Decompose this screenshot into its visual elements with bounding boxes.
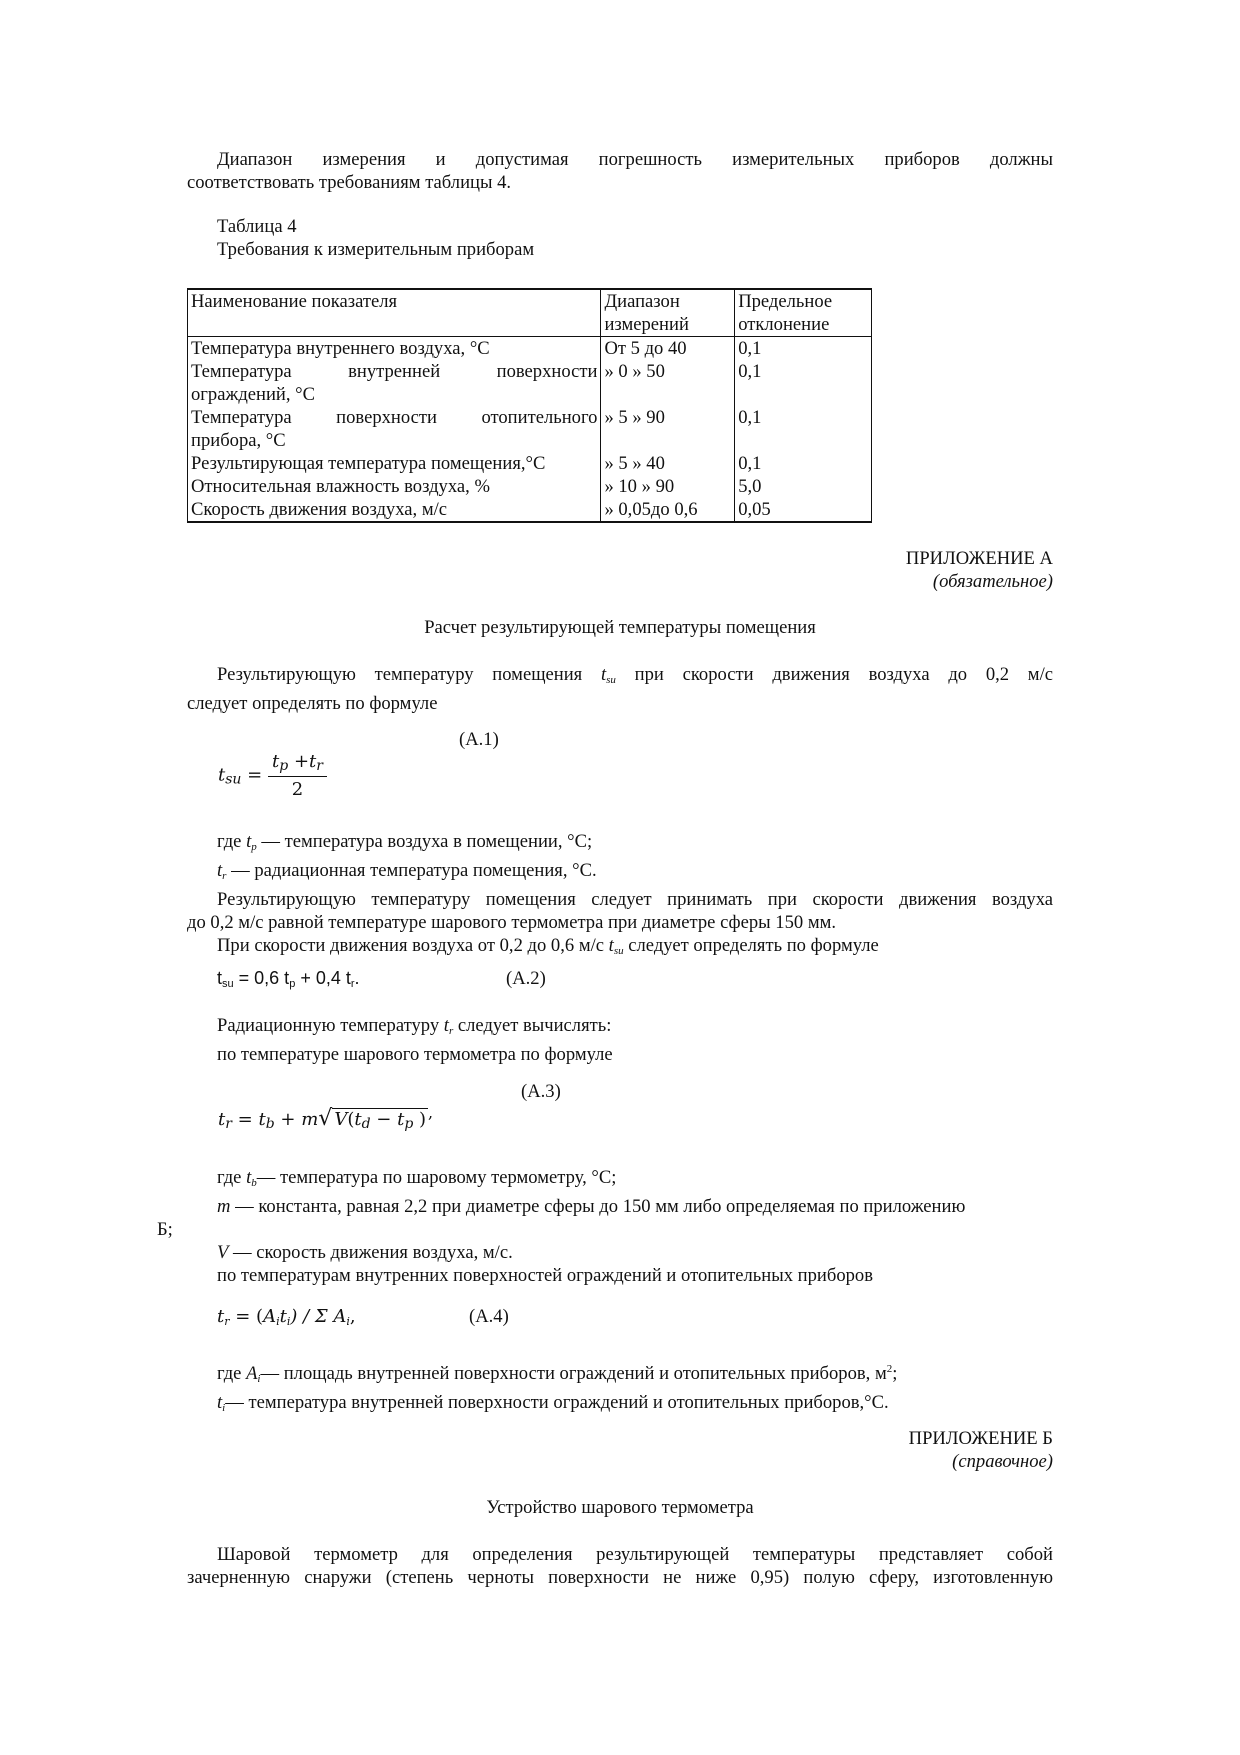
appendix-a-title-text: Расчет результирующей температуры помещения (424, 617, 816, 638)
appendix-a-definitions-1 (187, 830, 1053, 963)
table-number: Таблица 4 (217, 216, 297, 237)
appendix-a-label: ПРИЛОЖЕНИЕ А (905, 548, 1053, 569)
table-row (188, 452, 872, 475)
cell-name: Результирующая температура помещения,°С (188, 452, 601, 475)
appendix-b-line2: зачерненную снаружи (степень черноты поверхности не ниже 0,95) полую сферу, изготовленную (187, 1567, 1053, 1588)
para4: Радиационную температуру $t_r$ следует вычислять: (217, 1015, 612, 1037)
def-ti: $t_i—$ температура внутренней поверхности ограждений и отопительных приборов,°С. (217, 1392, 889, 1415)
header-range: Диапазон измерений (601, 289, 735, 337)
formula-a1: $t_{su}$ = $\frac{t_p +t_r}{2}$ (218, 751, 327, 800)
cell-range: » 5 » 40 (601, 452, 735, 475)
appendix-a-definitions-3 (187, 1358, 1053, 1420)
appendix-b-title-text: Устройство шарового термометра (486, 1497, 754, 1518)
formula-a2: $t_{su} = 0,6$ $t_p + 0,4$ $t_r$. (217, 968, 360, 990)
formula-a3: $t_r = t_b + m√$ $V(t_d - t_p$ ) , (218, 1103, 434, 1132)
appendix-b-label: ПРИЛОЖЕНИЕ Б (908, 1428, 1053, 1449)
table-title: Требования к измерительным приборам (217, 239, 535, 260)
def-tr: $t_r$ — радиационная температура помещения, °С. (217, 860, 597, 882)
para2-line1: Результирующую температуру помещения следует принимать при скорости движения воздуха (217, 889, 1053, 910)
para3: При скорости движения воздуха от 0,2 до 0,6 м/с $t_{su}$ следует определять по формуле (217, 935, 879, 957)
cell-name-line1: Температура внутренней поверхности (191, 361, 598, 382)
table-row (188, 360, 872, 406)
formula-a3-number: (А.3) (521, 1081, 561, 1102)
cell-name-line2: ограждений, °С (191, 384, 316, 405)
formula-a2-number: (А.2) (506, 968, 546, 989)
formula-a4: $t_r = (A_it_i) / \Sigma$ $A_i$, (217, 1306, 356, 1328)
cell-deviation: 0,1 (735, 452, 872, 475)
formula-a3-radicand: $V(t_d - t_p$ ) (334, 1109, 427, 1132)
appendix-b-status: (справочное) (952, 1451, 1053, 1472)
appendix-a-para1 (187, 663, 1053, 715)
requirements-table (187, 288, 872, 523)
para1-line1: Результирующую температуру помещения $t_{su}$ при скорости движения воздуха до 0,2 м/с (217, 664, 1053, 686)
appendix-a-heading (187, 547, 1053, 593)
intro-line-2: соответствовать требованиям таблицы 4. (187, 172, 512, 193)
table-row (188, 475, 872, 498)
appendix-a-status: (обязательное) (932, 571, 1053, 592)
cell-name (188, 360, 601, 406)
para2-line2: до 0,2 м/с равной температуре шарового термометра при диаметре сферы 150 мм. (187, 912, 837, 933)
table-row (188, 337, 872, 361)
appendix-b-line1: Шаровой термометр для определения результирующей температуры представляет собой (217, 1544, 1053, 1565)
para1-line2: следует определять по формуле (187, 693, 438, 714)
cell-name: Температура внутреннего воздуха, °С (188, 337, 601, 361)
def-tp: где $t_p$ — температура воздуха в помещении, °С; (217, 831, 593, 853)
formula-a1-number: (А.1) (459, 729, 499, 750)
intro-paragraph (187, 148, 1053, 194)
appendix-a-definitions-2 (157, 1166, 1053, 1287)
header-name: Наименование показателя (188, 289, 601, 337)
sqrt-icon: √ (318, 1106, 333, 1131)
table-caption (187, 215, 1053, 261)
cell-deviation: 0,1 (735, 406, 872, 452)
cell-name: Скорость движения воздуха, м/с (188, 498, 601, 522)
table-row (188, 498, 872, 522)
header-deviation: Предельное отклонение (735, 289, 872, 337)
cell-deviation: 0,05 (735, 498, 872, 522)
def-v: V — скорость движения воздуха, м/с. (217, 1242, 513, 1263)
cell-name-line1: Температура поверхности отопительного (191, 407, 598, 428)
cell-name-line2: прибора, °С (191, 430, 286, 451)
para5: по температуре шарового термометра по формуле (217, 1044, 613, 1065)
cell-deviation: 0,1 (735, 360, 872, 406)
cell-range: » 0 » 50 (601, 360, 735, 406)
sigma-icon: Σ (314, 1306, 328, 1327)
cell-name (188, 406, 601, 452)
cell-range: » 10 » 90 (601, 475, 735, 498)
cell-range: » 0,05до 0,6 (601, 498, 735, 522)
appendix-a-title (187, 616, 1053, 639)
appendix-b-title (187, 1496, 1053, 1519)
para6: по температурам внутренних поверхностей ограждений и отопительных приборов (217, 1265, 874, 1286)
table-row (188, 406, 872, 452)
def-m: m — константа, равная 2,2 при диаметре сферы до 150 мм либо определяемая по приложению (217, 1196, 966, 1217)
appendix-b-para1 (187, 1543, 1053, 1589)
intro-line-1: Диапазон измерения и допустимая погрешность измерительных приборов должны (217, 149, 1053, 170)
formula-a4-number: (А.4) (469, 1306, 509, 1327)
formula-a1-fraction: $\frac{t_p +t_r}{2}$ (268, 751, 327, 800)
table-header-row (188, 289, 872, 337)
def-m-cont: Б; (157, 1219, 173, 1240)
def-tb: где $t_b—$ температура по шаровому термометру, °С; (217, 1167, 617, 1189)
cell-deviation: 0,1 (735, 337, 872, 361)
cell-range: » 5 » 90 (601, 406, 735, 452)
appendix-b-heading (187, 1427, 1053, 1473)
cell-name: Относительная влажность воздуха, % (188, 475, 601, 498)
cell-range: От 5 до 40 (601, 337, 735, 361)
cell-deviation: 5,0 (735, 475, 872, 498)
appendix-a-para4 (187, 1014, 1053, 1066)
def-ai: где $A_i—$ площадь внутренней поверхности ограждений и отопительных приборов, $м^2$; (217, 1363, 898, 1386)
